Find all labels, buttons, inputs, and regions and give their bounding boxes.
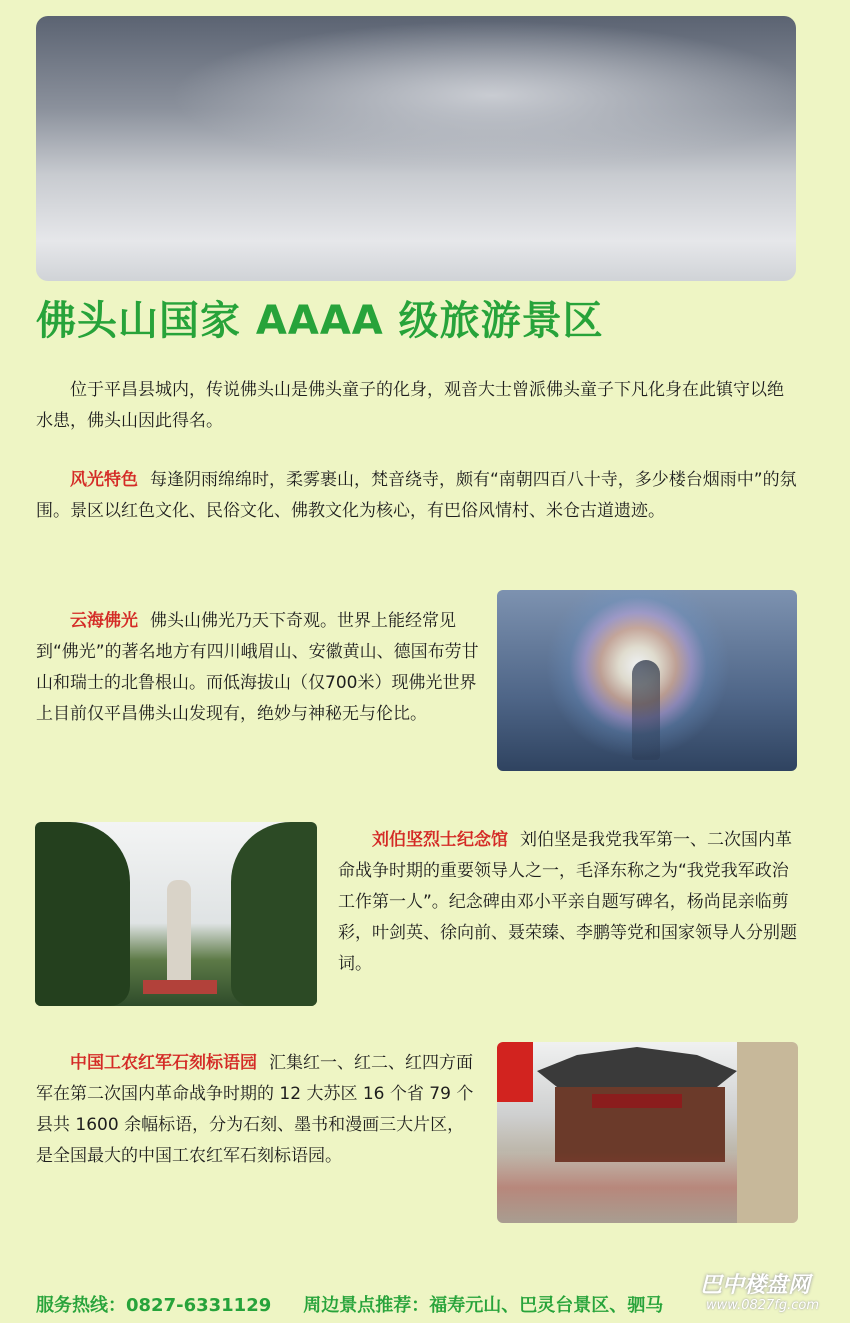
crowd	[497, 1152, 737, 1223]
tree-left	[35, 822, 130, 1006]
side-wall	[737, 1042, 798, 1223]
page-title: 佛头山国家 AAAA 级旅游景区	[36, 298, 604, 344]
section-slogan-garden	[36, 1048, 476, 1172]
watermark-site: 巴中楼盘网	[700, 1273, 811, 1298]
section-buddha-light	[36, 606, 480, 730]
intro-paragraph: 位于平昌县城内，传说佛头山是佛头童子的化身，观音大士曾派佛头童子下凡化身在此镇守以绝水患，佛头山因此得名。	[36, 380, 784, 431]
red-flag	[497, 1042, 533, 1102]
nearby-attractions: 周边景点推荐：福寿元山、巴灵台景区、驷马	[303, 1295, 664, 1316]
section-text: 汇集红一、红二、红四方面军在第二次国内革命战争时期的 12 大苏区 16 个省 79 个县共 1600 余幅标语，分为石刻、墨书和漫画三大片区，是全国最大的中国工农红军石刻标语园。	[36, 1053, 474, 1166]
buddha-light-photo	[497, 590, 797, 771]
section-memorial-hall	[338, 825, 800, 980]
section-text: 佛头山佛光乃天下奇观。世界上能经常见到“佛光”的著名地方有四川峨眉山、安徽黄山、德国布劳甘山和瑞士的北鲁根山。而低海拔山（仅700米）现佛光世界上目前仅平昌佛头山发现有，绝妙与神秘无与伦比。	[36, 611, 479, 724]
tree-right	[231, 822, 317, 1006]
section-heading: 云海佛光	[70, 611, 138, 631]
memorial-photo	[35, 822, 317, 1006]
monument	[167, 880, 191, 986]
section-scenery	[36, 465, 800, 527]
hero-photo-mountain-clouds	[36, 16, 796, 281]
slogan-garden-gate-photo	[497, 1042, 798, 1223]
section-heading: 中国工农红军石刻标语园	[70, 1053, 257, 1073]
section-heading: 刘伯坚烈士纪念馆	[372, 830, 508, 850]
gate-sign	[592, 1094, 682, 1108]
gate-roof	[537, 1047, 737, 1087]
watermark-url: www.0827fg.com	[706, 1298, 820, 1313]
hotline: 服务热线：0827-6331129	[36, 1295, 272, 1316]
section-heading: 风光特色	[70, 470, 138, 490]
monument-base	[143, 980, 217, 994]
section-text: 每逢阴雨绵绵时，柔雾裹山，梵音绕寺，颇有“南朝四百八十寺，多少楼台烟雨中”的氛围。景区以红色文化、民俗文化、佛教文化为核心，有巴俗风情村、米仓古道遗迹。	[36, 470, 797, 521]
shadow-figure	[632, 660, 660, 760]
section-text: 刘伯坚是我党我军第一、二次国内革命战争时期的重要领导人之一，毛泽东称之为“我党我军政治工作第一人”。纪念碑由邓小平亲自题写碑名，杨尚昆亲临剪彩，叶剑英、徐向前、聂荣臻、李鹏等党和国家领导人分别题词。	[338, 830, 797, 974]
